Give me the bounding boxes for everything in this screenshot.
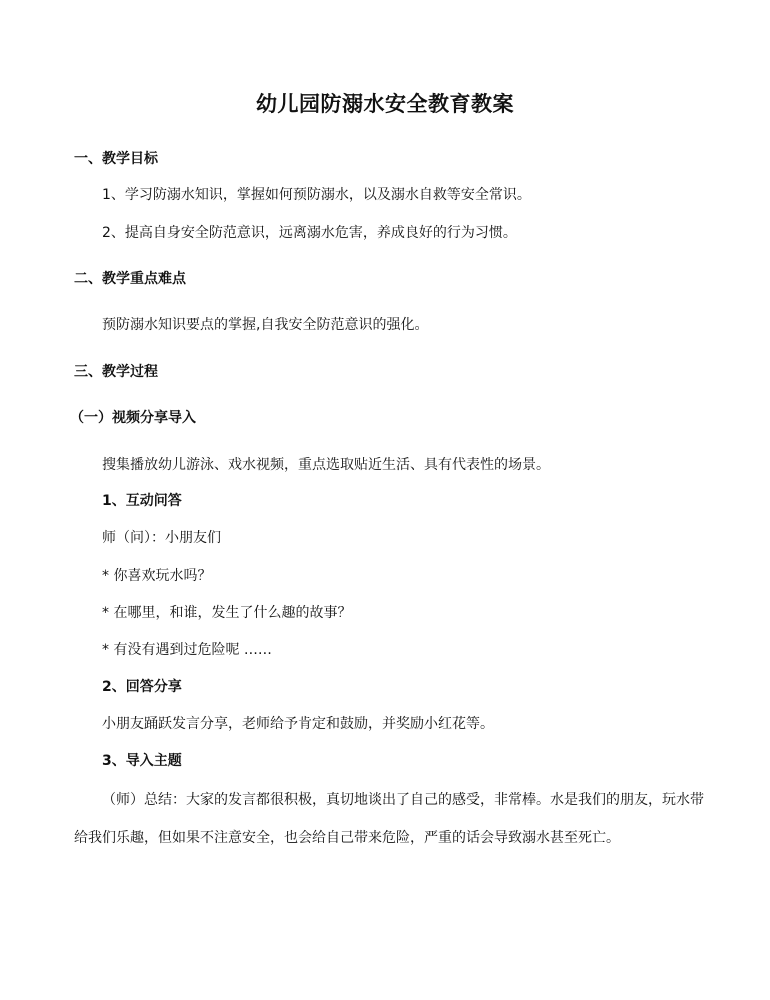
- goal-item-1: 1、学习防溺水知识，掌握如何预防溺水，以及溺水自救等安全常识。: [102, 187, 531, 203]
- video-intro-text: 搜集播放幼儿游泳、戏水视频，重点选取贴近生活、具有代表性的场景。: [102, 457, 550, 473]
- section-heading-teaching-process: 三、教学过程: [74, 364, 158, 380]
- step-heading-introduce-theme: 3、导入主题: [102, 753, 182, 769]
- question-item-1: * 你喜欢玩水吗？: [102, 568, 212, 584]
- key-points-text: 预防溺水知识要点的掌握,自我安全防范意识的强化。: [102, 317, 429, 333]
- step-heading-answer-sharing: 2、回答分享: [102, 679, 182, 695]
- question-item-2: * 在哪里，和谁，发生了什么趣的故事？: [102, 605, 352, 621]
- section-heading-teaching-goals: 一、教学目标: [74, 151, 158, 167]
- answer-sharing-text: 小朋友踊跃发言分享，老师给予肯定和鼓励，并奖励小红花等。: [102, 716, 494, 732]
- teacher-question-intro: 师（问）：小朋友们: [102, 530, 221, 546]
- step-heading-interactive-qa: 1、互动问答: [102, 493, 182, 509]
- summary-paragraph: （师）总结：大家的发言都很积极，真切地谈出了自己的感受，非常棒。水是我们的朋友，玩水带给我们乐趣，但如果不注意安全，也会给自己带来危险，严重的话会导致溺水甚至死亡。: [74, 792, 704, 846]
- question-item-3: * 有没有遇到过危险呢 ……: [102, 642, 272, 658]
- subsection-heading-video-intro: （一）视频分享导入: [70, 410, 196, 426]
- section-heading-key-points: 二、教学重点难点: [74, 271, 186, 287]
- goal-item-2: 2、提高自身安全防范意识，远离溺水危害，养成良好的行为习惯。: [102, 225, 517, 241]
- document-title: 幼儿园防溺水安全教育教案: [256, 92, 514, 116]
